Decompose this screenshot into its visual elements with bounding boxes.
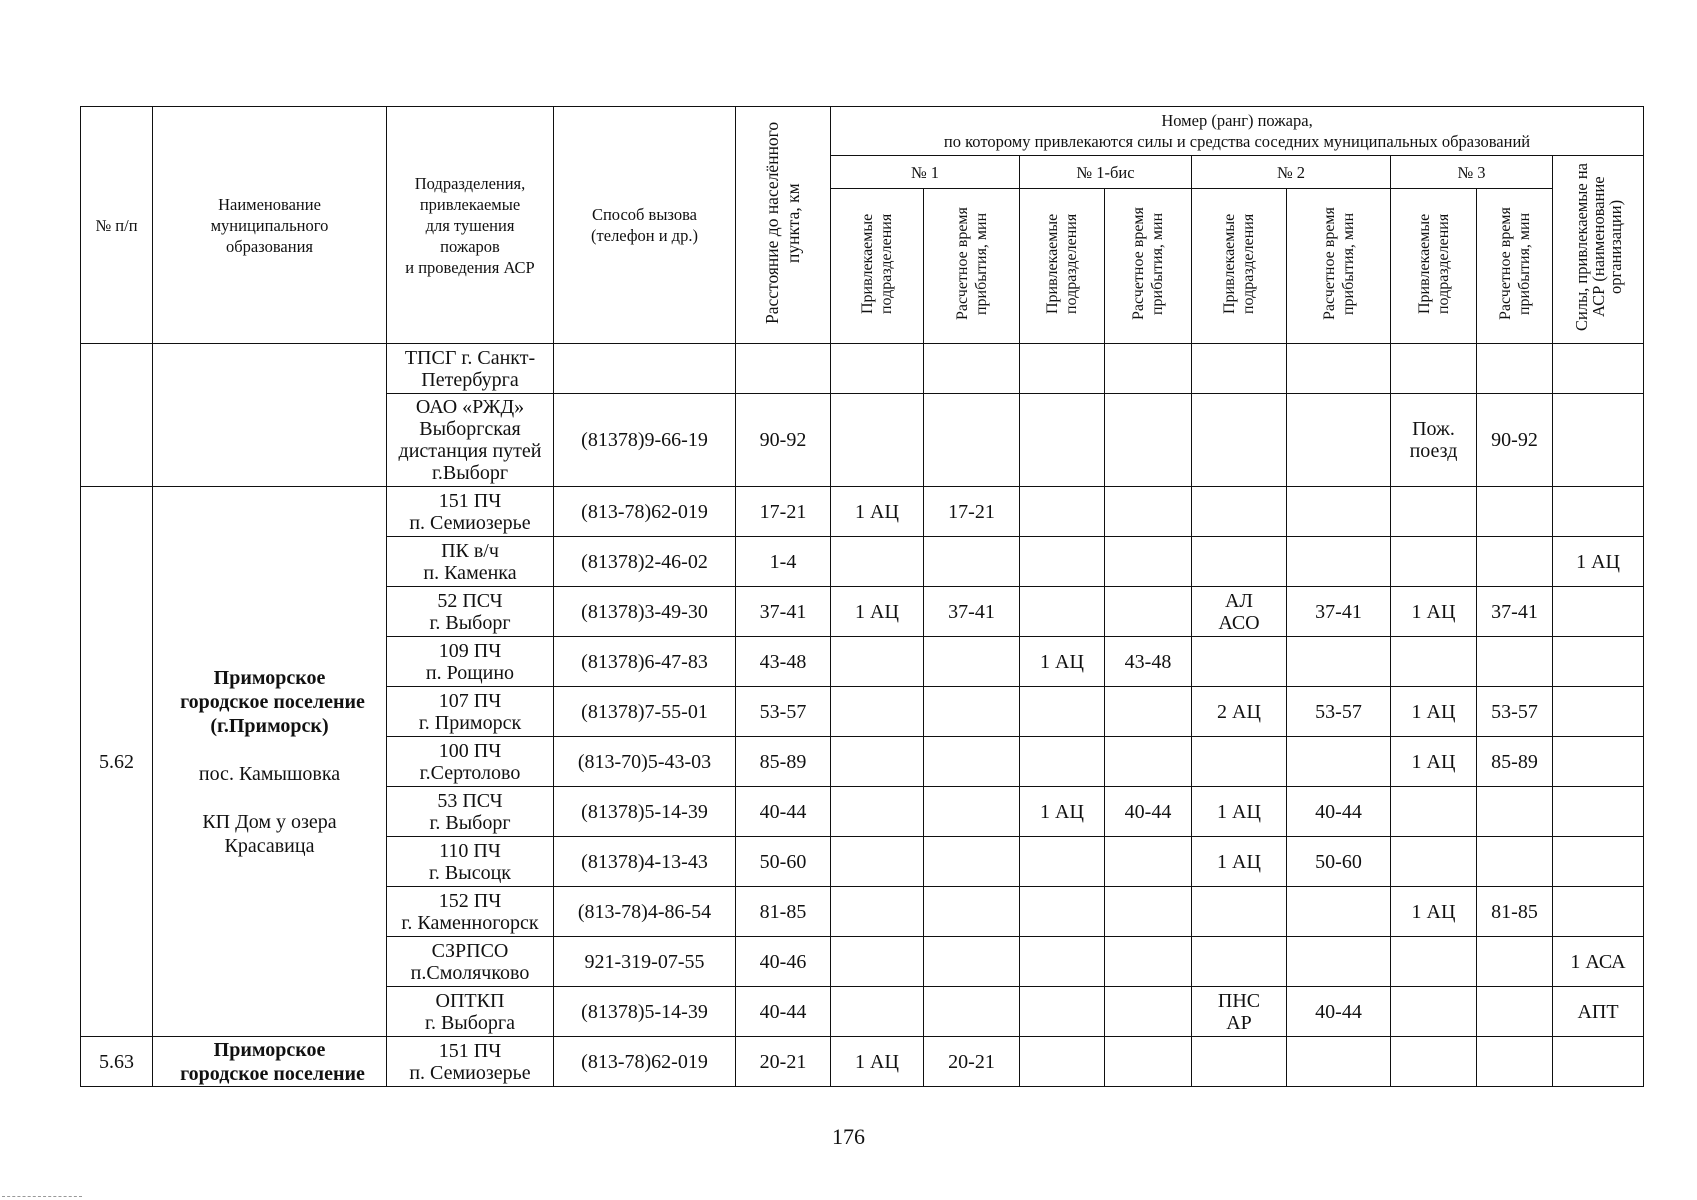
rank1bis-units-cell	[1020, 837, 1105, 887]
rank1bis-units-cell	[1020, 887, 1105, 937]
rank1-units-cell: 1 АЦ	[831, 587, 924, 637]
rank1bis-time-cell	[1105, 937, 1192, 987]
rank3-time-cell: 85-89	[1477, 737, 1553, 787]
asr-forces-cell	[1553, 687, 1644, 737]
municipality-name-cell	[153, 1037, 387, 1087]
rank2-units-cell	[1192, 1037, 1287, 1087]
section-number: 5.63	[81, 1037, 153, 1087]
unit-name-cell: 110 ПЧ г. Высоцк	[387, 837, 554, 887]
header-distance	[736, 107, 831, 344]
rank2-time-cell: 40-44	[1287, 987, 1391, 1037]
distance-cell: 20-21	[736, 1037, 831, 1087]
rank3-units-cell	[1391, 787, 1477, 837]
unit-name-cell: ОАО «РЖД» Выборгская дистанция путей г.Выборг	[387, 394, 554, 487]
rank1bis-units-cell: 1 АЦ	[1020, 787, 1105, 837]
call-method-cell: (813-78)4-86-54	[554, 887, 736, 937]
asr-forces-cell: 1 АСА	[1553, 937, 1644, 987]
rank1-units-cell	[831, 687, 924, 737]
distance-cell: 50-60	[736, 837, 831, 887]
rank3-time-cell	[1477, 537, 1553, 587]
distance-cell: 81-85	[736, 887, 831, 937]
header-r3-units: Привлекаемые подразделения	[1391, 189, 1477, 344]
rank3-time-cell: 37-41	[1477, 587, 1553, 637]
rank1-time-cell	[924, 687, 1020, 737]
rank2-time-cell	[1287, 537, 1391, 587]
rank3-time-cell	[1477, 837, 1553, 887]
asr-forces-cell	[1553, 787, 1644, 837]
rank1bis-time-cell	[1105, 987, 1192, 1037]
rank1bis-time-cell: 40-44	[1105, 787, 1192, 837]
page-number: 176	[832, 1124, 865, 1149]
rank2-time-cell	[1287, 887, 1391, 937]
rank1bis-time-cell	[1105, 1037, 1192, 1087]
rank2-time-cell	[1287, 344, 1391, 394]
distance-cell: 37-41	[736, 587, 831, 637]
rank2-units-cell	[1192, 737, 1287, 787]
unit-name-cell: 107 ПЧ г. Приморск	[387, 687, 554, 737]
unit-name-cell: 52 ПСЧ г. Выборг	[387, 587, 554, 637]
rank1-units-cell	[831, 344, 924, 394]
rank1bis-units-cell	[1020, 394, 1105, 487]
settlement-name: КП Дом у озера	[202, 810, 337, 833]
rank3-units-cell	[1391, 637, 1477, 687]
rank1-time-cell	[924, 787, 1020, 837]
rank1bis-time-cell	[1105, 887, 1192, 937]
rank1bis-time-cell	[1105, 687, 1192, 737]
asr-forces-cell	[1553, 737, 1644, 787]
rank1-units-cell	[831, 887, 924, 937]
distance-cell: 17-21	[736, 487, 831, 537]
rank2-time-cell: 53-57	[1287, 687, 1391, 737]
rank1-time-cell	[924, 887, 1020, 937]
municipality-type: городское поселение	[180, 690, 365, 713]
asr-forces-cell	[1553, 637, 1644, 687]
rank1-units-cell	[831, 394, 924, 487]
rank2-units-cell: 1 АЦ	[1192, 787, 1287, 837]
rank2-units-cell	[1192, 394, 1287, 487]
rank3-time-cell	[1477, 1037, 1553, 1087]
rank1-units-cell	[831, 937, 924, 987]
rank1-units-cell	[831, 637, 924, 687]
rank2-units-cell	[1192, 637, 1287, 687]
rank3-units-cell	[1391, 987, 1477, 1037]
rank1bis-units-cell	[1020, 537, 1105, 587]
rank1-units-cell	[831, 837, 924, 887]
header-rank-1bis: № 1-бис	[1020, 156, 1192, 189]
unit-name-cell: СЗРПСО п.Смолячково	[387, 937, 554, 987]
rank3-time-cell: 53-57	[1477, 687, 1553, 737]
rank1-time-cell: 20-21	[924, 1037, 1020, 1087]
rank1-time-cell	[924, 987, 1020, 1037]
rank1-time-cell	[924, 394, 1020, 487]
rank3-time-cell: 81-85	[1477, 887, 1553, 937]
rank1bis-time-cell	[1105, 344, 1192, 394]
rank2-units-cell	[1192, 887, 1287, 937]
rank1-units-cell	[831, 787, 924, 837]
call-method-cell: (81378)5-14-39	[554, 787, 736, 837]
rank3-units-cell: 1 АЦ	[1391, 587, 1477, 637]
distance-cell: 1-4	[736, 537, 831, 587]
rank1bis-units-cell	[1020, 687, 1105, 737]
unit-name-cell: 100 ПЧ г.Сертолово	[387, 737, 554, 787]
settlement-name: Красавица	[224, 834, 315, 857]
unit-name-cell: 109 ПЧ п. Рощино	[387, 637, 554, 687]
header-distance-label: Расстояние до населённого пункта, км	[762, 121, 803, 324]
asr-forces-cell: 1 АЦ	[1553, 537, 1644, 587]
header-r1b-time: Расчетное время прибытия, мин	[1105, 189, 1192, 344]
call-method-cell: (81378)3-49-30	[554, 587, 736, 637]
rank2-time-cell: 40-44	[1287, 787, 1391, 837]
call-method-cell: (81378)5-14-39	[554, 987, 736, 1037]
rank1-time-cell: 37-41	[924, 587, 1020, 637]
rank2-time-cell	[1287, 487, 1391, 537]
rank2-units-cell: АЛ АСО	[1192, 587, 1287, 637]
rank1bis-time-cell	[1105, 837, 1192, 887]
distance-cell: 40-44	[736, 787, 831, 837]
unit-name-cell: 151 ПЧ п. Семиозерье	[387, 487, 554, 537]
asr-forces-cell	[1553, 487, 1644, 537]
table-header	[81, 107, 1644, 344]
call-method-cell: (813-78)62-019	[554, 1037, 736, 1087]
unit-name-cell: 152 ПЧ г. Каменногорск	[387, 887, 554, 937]
rank1bis-time-cell	[1105, 537, 1192, 587]
rank3-time-cell	[1477, 487, 1553, 537]
table-row	[81, 487, 1644, 537]
rank1-units-cell: 1 АЦ	[831, 487, 924, 537]
header-number: № п/п	[81, 107, 153, 344]
header-rank-2: № 2	[1192, 156, 1391, 189]
rank3-units-cell	[1391, 537, 1477, 587]
rank1bis-time-cell	[1105, 394, 1192, 487]
header-rank-1: № 1	[831, 156, 1020, 189]
rank3-units-cell: 1 АЦ	[1391, 887, 1477, 937]
call-method-cell: (813-70)5-43-03	[554, 737, 736, 787]
call-method-cell	[554, 344, 736, 394]
rank1bis-time-cell	[1105, 487, 1192, 537]
header-call-method: Способ вызова (телефон и др.)	[554, 107, 736, 344]
header-fire-rank-title: Номер (ранг) пожара, по которому привлекаются силы и средства соседних муниципальных образований	[831, 107, 1644, 156]
distance-cell	[736, 344, 831, 394]
table-row	[81, 344, 1644, 394]
header-asr-label: Силы, привлекаемые на АСР (наименование организации)	[1571, 163, 1625, 331]
header-r2-time: Расчетное время прибытия, мин	[1287, 189, 1391, 344]
rank1-time-cell	[924, 737, 1020, 787]
rank2-time-cell	[1287, 1037, 1391, 1087]
rank2-time-cell	[1287, 637, 1391, 687]
asr-forces-cell	[1553, 587, 1644, 637]
rank2-time-cell	[1287, 737, 1391, 787]
rank1-units-cell: 1 АЦ	[831, 1037, 924, 1087]
municipality-name: Приморское	[213, 666, 326, 689]
rank2-time-cell	[1287, 937, 1391, 987]
call-method-cell: (81378)6-47-83	[554, 637, 736, 687]
rank3-time-cell	[1477, 937, 1553, 987]
rank1bis-units-cell	[1020, 937, 1105, 987]
call-method-cell: 921-319-07-55	[554, 937, 736, 987]
unit-name-cell: ТПСГ г. Санкт- Петербурга	[387, 344, 554, 394]
rank1-time-cell	[924, 937, 1020, 987]
municipality-name: Приморское	[213, 1038, 326, 1061]
unit-name-cell: 151 ПЧ п. Семиозерье	[387, 1037, 554, 1087]
asr-forces-cell	[1553, 887, 1644, 937]
rank1-units-cell	[831, 537, 924, 587]
rank2-units-cell	[1192, 344, 1287, 394]
rank2-time-cell: 37-41	[1287, 587, 1391, 637]
distance-cell: 90-92	[736, 394, 831, 487]
table-row	[81, 1037, 1644, 1087]
rank1bis-units-cell: 1 АЦ	[1020, 637, 1105, 687]
unit-name-cell: ОПТКП г. Выборга	[387, 987, 554, 1037]
rank1bis-time-cell	[1105, 587, 1192, 637]
asr-forces-cell: АПТ	[1553, 987, 1644, 1037]
rank3-units-cell: 1 АЦ	[1391, 687, 1477, 737]
header-r1b-units: Привлекаемые подразделения	[1020, 189, 1105, 344]
rank3-time-cell	[1477, 344, 1553, 394]
distance-cell: 40-44	[736, 987, 831, 1037]
fire-resources-table	[80, 106, 1644, 1087]
rank1bis-units-cell	[1020, 1037, 1105, 1087]
distance-cell: 40-46	[736, 937, 831, 987]
rank2-units-cell: ПНС АР	[1192, 987, 1287, 1037]
municipality-name-cell	[153, 487, 387, 1037]
unit-name-cell: 53 ПСЧ г. Выборг	[387, 787, 554, 837]
header-asr	[1553, 156, 1644, 344]
rank1-time-cell	[924, 344, 1020, 394]
call-method-cell: (81378)4-13-43	[554, 837, 736, 887]
rank3-units-cell	[1391, 937, 1477, 987]
table-body	[81, 344, 1644, 1087]
scan-edge-mark	[2, 1196, 82, 1199]
call-method-cell: (81378)2-46-02	[554, 537, 736, 587]
rank1bis-time-cell: 43-48	[1105, 637, 1192, 687]
distance-cell: 43-48	[736, 637, 831, 687]
header-municipality: Наименование муниципального образования	[153, 107, 387, 344]
municipality-type: городское поселение	[180, 1062, 365, 1085]
rank1bis-units-cell	[1020, 487, 1105, 537]
rank1bis-units-cell	[1020, 587, 1105, 637]
call-method-cell: (81378)7-55-01	[554, 687, 736, 737]
rank3-units-cell	[1391, 837, 1477, 887]
municipality-city: (г.Приморск)	[210, 714, 329, 737]
header-r2-units: Привлекаемые подразделения	[1192, 189, 1287, 344]
rank2-units-cell	[1192, 537, 1287, 587]
rank2-units-cell: 2 АЦ	[1192, 687, 1287, 737]
header-r1-units: Привлекаемые подразделения	[831, 189, 924, 344]
rank3-units-cell	[1391, 344, 1477, 394]
rank2-units-cell	[1192, 937, 1287, 987]
rank3-units-cell	[1391, 1037, 1477, 1087]
rank1bis-units-cell	[1020, 987, 1105, 1037]
rank3-time-cell: 90-92	[1477, 394, 1553, 487]
rank3-time-cell	[1477, 987, 1553, 1037]
rank1-time-cell	[924, 837, 1020, 887]
rank3-time-cell	[1477, 787, 1553, 837]
rank2-units-cell	[1192, 487, 1287, 537]
settlement-name: пос. Камышовка	[198, 762, 341, 785]
rank3-time-cell	[1477, 637, 1553, 687]
asr-forces-cell	[1553, 394, 1644, 487]
rank1-units-cell	[831, 737, 924, 787]
header-units: Подразделения, привлекаемые для тушения пожаров и проведения АСР	[387, 107, 554, 344]
distance-cell: 53-57	[736, 687, 831, 737]
rank3-units-cell: Пож. поезд	[1391, 394, 1477, 487]
rank1-units-cell	[831, 987, 924, 1037]
distance-cell: 85-89	[736, 737, 831, 787]
rank2-units-cell: 1 АЦ	[1192, 837, 1287, 887]
asr-forces-cell	[1553, 837, 1644, 887]
call-method-cell: (81378)9-66-19	[554, 394, 736, 487]
rank1bis-units-cell	[1020, 737, 1105, 787]
rank1-time-cell	[924, 637, 1020, 687]
continued-number-cell	[81, 344, 153, 487]
rank3-units-cell: 1 АЦ	[1391, 737, 1477, 787]
header-rank-3: № 3	[1391, 156, 1553, 189]
unit-name-cell: ПК в/ч п. Каменка	[387, 537, 554, 587]
rank2-time-cell	[1287, 394, 1391, 487]
call-method-cell: (813-78)62-019	[554, 487, 736, 537]
asr-forces-cell	[1553, 344, 1644, 394]
continued-municipality-cell	[153, 344, 387, 487]
section-number: 5.62	[81, 487, 153, 1037]
header-r1-time: Расчетное время прибытия, мин	[924, 189, 1020, 344]
rank1bis-units-cell	[1020, 344, 1105, 394]
rank3-units-cell	[1391, 487, 1477, 537]
rank1-time-cell	[924, 537, 1020, 587]
header-r3-time: Расчетное время прибытия, мин	[1477, 189, 1553, 344]
rank2-time-cell: 50-60	[1287, 837, 1391, 887]
rank1-time-cell: 17-21	[924, 487, 1020, 537]
asr-forces-cell	[1553, 1037, 1644, 1087]
rank1bis-time-cell	[1105, 737, 1192, 787]
